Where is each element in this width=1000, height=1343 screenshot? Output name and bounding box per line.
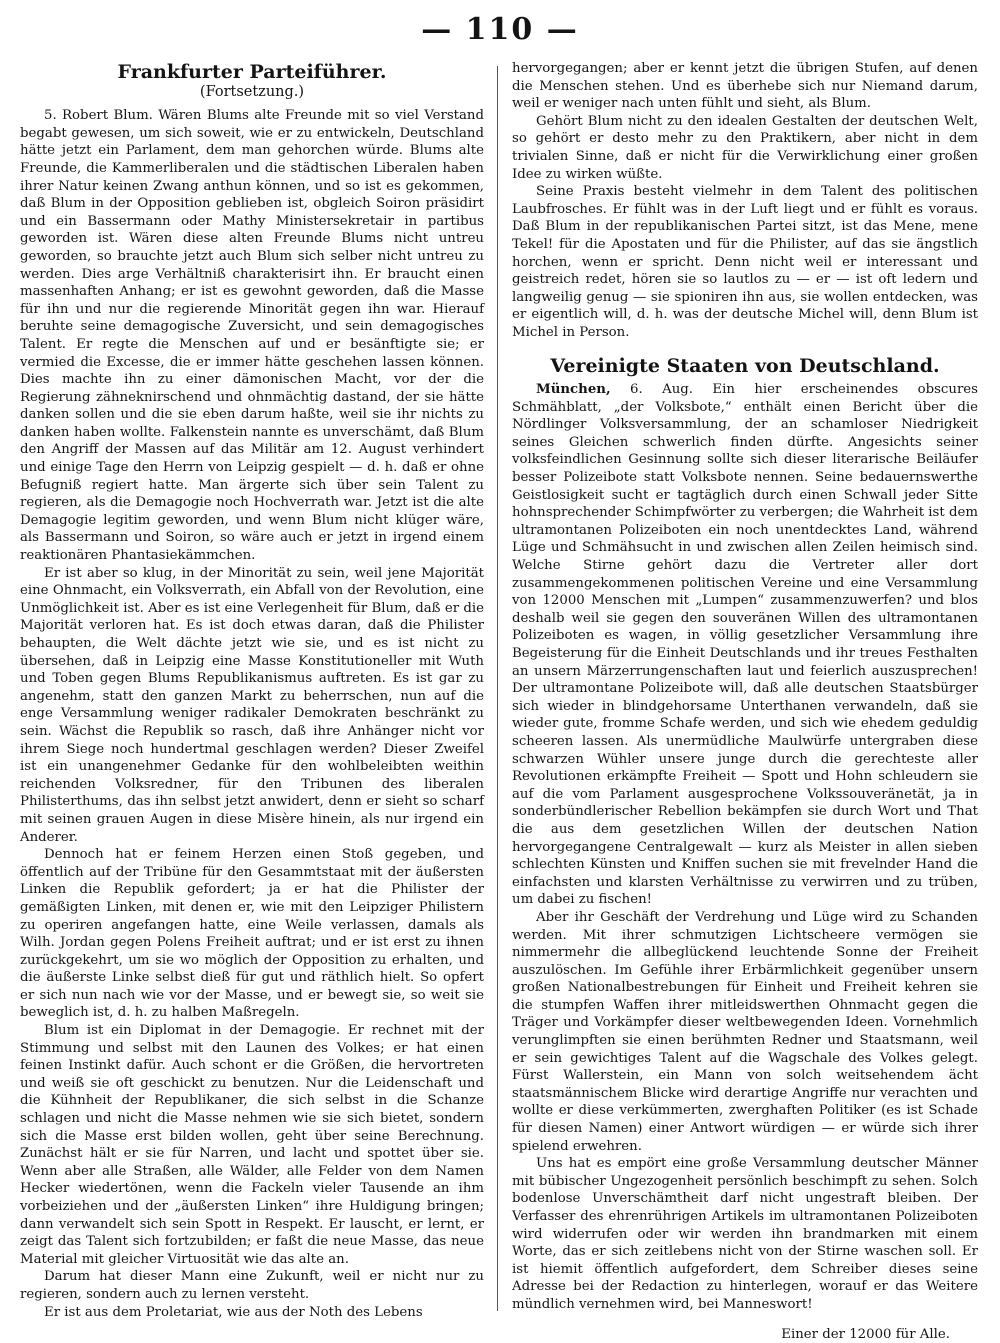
paragraph: Er ist aus dem Proletariat, wie aus der Noth des Lebens bbox=[44, 1304, 423, 1320]
right-column bbox=[512, 60, 978, 1342]
paragraph: Darum hat dieser Mann eine Zukunft, weil er nicht nur zu regieren, sondern auch zu lernen versteht. bbox=[20, 1269, 484, 1302]
paragraph: Er ist aber so klug, in der Minorität zu sein, weil jene Majorität eine Ohnmacht, ein Volksverrath, ein Abfall von der Revolution, eine Unmöglichkeit ist. Aber es ist eine Verlegenheit für Blum, daß er die Majorität verloren hat. Es ist doch etwas daran, daß die Philister behaupten, die Welt dächte jetzt wie sie, und es ist nicht zu übersehen, daß in Leipzig eine Masse Konstitutioneller mit Wuth und Toben gegen Blums Republikanismus auftreten. Es ist gar zu angenehm, statt den ganzen Markt zu beherrschen, nun auf die enge Versammlung weniger radikaler Demokraten beschränkt zu sein. Wächst die Republik so rasch, daß ihre Anhänger nicht vor ihrem Siege noch hundertmal geschlagen werden? Dieser Zweifel ist ein unangenehmer Gedanke für den wohlbeleibten weithin reichenden Volksredner, für den Tribunen des liberalen Philisterthums, das ihn selbst jetzt anwidert, denn er sieht so scharf mit seinen grauen Augen in diese Misère hinein, als nur irgend ein Anderer. bbox=[20, 565, 484, 845]
dateline-place: München, bbox=[536, 382, 611, 398]
paragraph: Dennoch hat er feinem Herzen einen Stoß gegeben, und öffentlich auf der Tribüne für den Gesammtstaat mit der äußersten Linken die Republik gefordert; ja er hat die Philister der gemäßigten Linken, mit denen er, wie mit den Leipziger Philistern zu operiren angefangen hatte, eine Weile verlassen, damals als Wilh. Jordan gegen Polens Freiheit auftrat; und er ist erst zu ihnen zurückgekehrt, um sie wo möglich der Opposition zu erhalten, und die äußerste Linke selbst dieß für gut und räthlich hielt. So opfert er sich nun nach wie vor der Masse, und er bewegt sie, so weit sie beweglich ist, d. h. zu halben Maßregeln. bbox=[20, 847, 484, 1021]
paragraph: Aber ihr Geschäft der Verdrehung und Lüge wird zu Schanden werden. Mit ihrer schmutzigen Lichtscheere vermögen sie nimmermehr die allbeglückend leuchtende Sonne der Freiheit auszulöschen. Im Gefühle ihrer Erbärmlichkeit gegenüber unsern großen Nationalbestrebungen für Einheit und Freiheit kehren sie die stumpfen Waffen ihrer mitleidswerthen Ohnmacht gegen die Träger und Vorkämpfer dieser weltbewegenden Ideen. Vornehmlich verunglimpften sie einen berühmten Redner und Staatsmann, weil er sein gewichtiges Talent auf die Wagschale des Volkes gelegt. Fürst Wallerstein, ein Mann von solch weitsehendem ächt staatsmännischem Blicke wird derartige Angriffe nur verachten und wollte er diese verkümmerten, zwerghaften Politiker (es ist Schade für diesen Namen) einer Antwort würdigen — er würde sich ihrer spielend erwehren. bbox=[512, 909, 978, 1154]
column-divider bbox=[497, 66, 498, 1311]
dateline-body: 6. Aug. Ein hier erscheinendes obscures Schmähblatt, „der Volksbote,“ enthält einen Bericht über die Nördlinger Volksversammlung, der an schamloser Niedrigkeit seines Gleichen schwerlich finden dürfte. Angesichts seiner volksfeindlichen Gesinnung sollte sich dieser literarische Beiläufer besser Polizeibote statt Volksbote nennen. Seine bedauernswerthe Geistlosigkeit sucht er tagtäglich durch einen Schwall jeder Sitte hohnsprechender Schimpfwörter zu verbergen; die Wahrheit ist dem ultramontanen Polizeiboten ein noch unentdecktes Land, während Lüge und Schmähsucht in und zwischen allen Zeilen heimisch sind. Welche Stirne gehört dazu die Vertreter aller dort zusammengekommenen politischen Vereine und eine Versammlung von 12000 Menschen mit „Lumpen“ zusammenzuwerfen? und blos deshalb weil sie gegen den souveränen Willen des ultramontanen Polizeiboten es wagen, in völlig gesetzlicher Versammlung ihre Begeisterung für die Einheit Deutschlands und ihr treues Festhalten an unsern Märzerrungenschaften laut und feierlich auszusprechen! Der ultramontane Polizeibote will, daß alle deutschen Staatsbürger sich wieder in blindgehorsame Unterthanen verwandeln, daß sie wieder gute, fromme Schafe werden, und sich wie ehedem geduldig scheeren lassen. Als unermüdliche Maulwürfe untergraben diese schwarzen Wühler unsere junge durch die gerechteste aller Revolutionen erkämpfte Freiheit — Spott und Hohn schleudern sie auf die vom Parlament ausgesprochene Volkssouveränetät, ja in sonderbündlerischer Rebellion bekämpfen sie durch Wort und That die aus dem gesetzlichen Willen der deutschen Nation hervorgegangene Centralgewalt — kurz als Meister in allen sieben schlechten Künsten und Kniffen suchen sie mit frevelnder Hand die einfachsten und klarsten Verhältnisse zu verwirren und zu trüben, um dabei zu fischen! bbox=[512, 382, 978, 908]
page-number: — 110 — bbox=[421, 12, 579, 47]
paragraph: hervorgegangen; aber er kennt jetzt die übrigen Stufen, auf denen die Menschen stehen. Und es überhebe sich nur Niemand darum, weil er weniger nach unten fühlt und sieht, als Blum. bbox=[512, 61, 978, 112]
article-title: Frankfurter Parteiführer. bbox=[117, 61, 387, 83]
article-subtitle: (Fortsetzung.) bbox=[199, 83, 305, 100]
section-title: Vereinigte Staaten von Deutschland. bbox=[550, 354, 940, 377]
news-paragraph bbox=[512, 381, 978, 909]
signature: Einer der 12000 für Alle. bbox=[781, 1326, 950, 1342]
paragraph: Seine Praxis besteht vielmehr in dem Talent des politischen Laubfrosches. Er fühlt was in der Luft liegt und er fühlt es voraus. Daß Blum in der republikanischen Partei sitzt, ist das Mene, mene Tekel! für die Apostaten und für die Philister, auf das sie ängstlich horchen, wenn er spricht. Denn nicht weil er interessant und geistreich redet, hören sie so lautlos zu — er — ist oft ledern und langweilig genug — sie spioniren ihn aus, sie wollen entdecken, was er eigentlich will, d. h. was der deutsche Michel will, denn Blum ist Michel in Person. bbox=[512, 184, 978, 340]
paragraph: Uns hat es empört eine große Versammlung deutscher Männer mit bübischer Ungezogenheit persönlich beschimpft zu sehen. Solch bodenlose Unverschämtheit darf nicht ungestraft bleiben. Der Verfasser des ehrenrührigen Artikels im ultramontanen Polizeiboten wird widerrufen oder wir werden ihn brandmarken mit einem Worte, das er sich zeitlebens nicht von der Stirne waschen soll. Er ist hiemit öffentlich aufgefordert, dem Schreiber dieses seine Adresse bei der Redaction zu hinterlegen, worauf er das Weitere mündlich vernehmen wird, bei Manneswort! bbox=[512, 1156, 978, 1312]
left-column bbox=[20, 60, 484, 1320]
paragraph: 5. Robert Blum. Wären Blums alte Freunde mit so viel Verstand begabt gewesen, um sich soweit, wie er zu entwickeln, Deutschland hätte jetzt ein Parlament, dem man gehorchen würde. Blums alte Freunde, die Kammerliberalen und die städtischen Liberalen haben ihrer Natur keinen Zwang anthun können, und so ist es gekommen, daß Blum in der Opposition geblieben ist, obgleich Soiron präsidirt und ein Bassermann oder Mathy Ministersekretair in partibus geworden ist. Wären diese alten Freunde Blums nicht untreu geworden, so brauchte jetzt auch Blum sich selber nicht untreu zu werden. Dies arge Verhältniß charakterisirt ihn. Er braucht einen massenhaften Anhang; er ist es gewohnt geworden, daß die Masse für ihn und nur die regierende Minorität gegen ihn war. Hierauf beruhte seine demagogische Zuversicht, und sein demagogisches Talent. Er regte die Menschen auf und er besänftigte sie; er vermied die Excesse, die er immer hätte geschehen lassen können. Dies machte ihn zu einer dämonischen Macht, vor der die Regierung zähneknirschend und ohnmächtig dastand, der sie hätte danken sollen und die sie eben darum haßte, weil sie ihr nichts zu danken haben wollte. Falkenstein nannte es unverschämt, daß Blum den Angriff der Massen auf das Militär am 12. August verhindert und einige Tage den Herrn von Leipzig gespielt — d. h. daß er ohne Befugniß regiert hatte. Man ärgerte sich über sein Talent zu regieren, als die Demagogie noch Hochverrath war. Jetzt ist die alte Demagogie legitim geworden, und wenn Blum nicht klüger wäre, als Bassermann und Soiron, so wäre auch er jetzt in irgend einem reaktionären Phantasiekämmchen. bbox=[20, 108, 484, 564]
paragraph: Gehört Blum nicht zu den idealen Gestalten der deutschen Welt, so gehört er desto mehr zu den Praktikern, aber nicht in dem trivialen Sinne, daß er nicht für die Verwirklichung einer großen Idee zu wirken wüßte. bbox=[512, 113, 978, 182]
paragraph: Blum ist ein Diplomat in der Demagogie. Er rechnet mit der Stimmung und selbst mit den Launen des Volkes; er hat einen feinen Instinkt dafür. Auch schont er die Größen, die hervortreten und weiß sie oft geschickt zu benutzen. Nur die Leidenschaft und die Kühnheit der Republikaner, die sich selbst in die Schanze schlagen und nicht die Masse nehmen wie sie sich bietet, sondern sich die Masse erst bilden wollen, geht über seine Berechnung. Zunächst hält er sie für Narren, und lacht und spottet über sie. Wenn aber alle Straßen, alle Wälder, alle Felder von dem Namen Hecker wiedertönen, wenn die Fackeln vieler Tausende an ihm vorbeiziehen und der „äußersten Linken“ ihre Huldigung bringen; dann verwandelt sich sein Spott in Respekt. Er lauscht, er lernt, er zeigt das Talent sich fortzubilden; er faßt die neue Masse, das neue Material mit gleicher Virtuosität wie das alte an. bbox=[20, 1023, 484, 1267]
